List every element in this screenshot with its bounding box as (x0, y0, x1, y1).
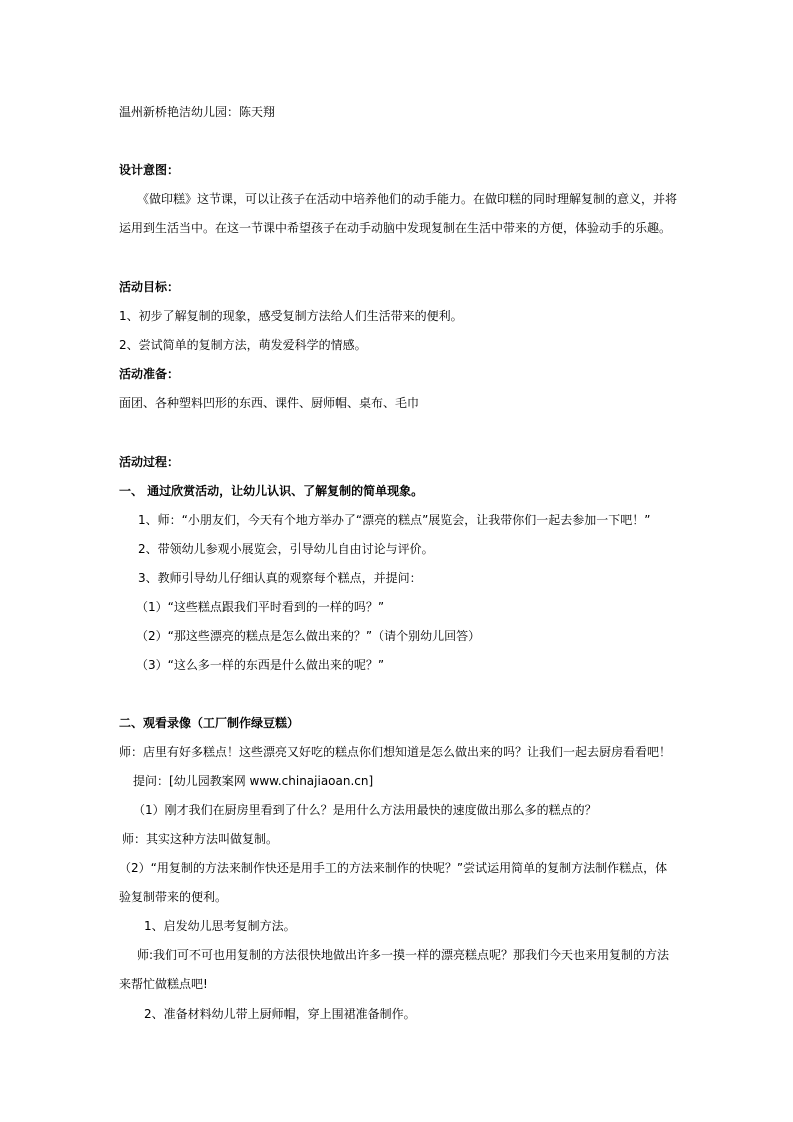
preparation-heading: 活动准备： (119, 367, 180, 381)
part1-question-2: （2）“那这些漂亮的糕点是怎么做出来的？”（请个别幼儿回答） (136, 629, 481, 643)
design-intent-line-2: 运用到生活当中。在这一节课中希望孩子在动手动脑中发现复制在生活中带来的方便，体验动手的乐趣。 (119, 221, 672, 235)
part1-question-1: （1）“这些糕点跟我们平时看到的一样的吗？” (136, 600, 385, 614)
part2-teacher-answer: 师：其实这种方法叫做复制。 (122, 832, 279, 846)
part2-title: 二、观看录像（工厂制作绿豆糕） (119, 716, 300, 730)
goals-heading: 活动目标： (119, 280, 180, 294)
design-intent-heading: 设计意图： (119, 163, 180, 177)
part2-step-2: 2、准备材料幼儿带上厨师帽，穿上围裙准备制作。 (144, 1007, 416, 1021)
design-intent-line-1: 《做印糕》这节课，可以让孩子在活动中培养他们的动手能力。在做印糕的同时理解复制的意义，并将 (137, 192, 678, 206)
preparation-text: 面团、各种塑料凹形的东西、课件、厨师帽、桌布、毛巾 (119, 396, 420, 410)
part1-step-3: 3、教师引导幼儿仔细认真的观察每个糕点，并提问： (138, 571, 422, 585)
part2-step-1-text-line-1: 师:我们可不可也用复制的方法很快地做出许多一摸一样的漂亮糕点呢？那我们今天也来用复制的方法 (137, 948, 670, 962)
part2-ask-line (133, 773, 373, 789)
part2-step-1-text-line-2: 来帮忙做糕点吧! (119, 977, 208, 991)
goal-item-2: 2、尝试简单的复制方法，萌发爱科学的情感。 (119, 338, 367, 352)
author-line: 温州新桥艳洁幼儿园：陈天翔 (119, 105, 276, 119)
part2-question-2-line-1: （2）“用复制的方法来制作快还是用手工的方法来制作的快呢？”尝试运用简单的复制方法制作糕点，体 (119, 861, 668, 875)
part2-step-1: 1、启发幼儿思考复制方法。 (144, 919, 296, 933)
process-heading: 活动过程： (119, 455, 180, 469)
part1-title: 一、 通过欣赏活动，让幼儿认识、了解复制的简单现象。 (119, 484, 424, 498)
part2-teacher-line: 师：店里有好多糕点！这些漂亮又好吃的糕点你们想知道是怎么做出来的吗？让我们一起去厨房看看吧！ (119, 745, 672, 759)
goal-item-1: 1、初步了解复制的现象，感受复制方法给人们生活带来的便利。 (119, 309, 463, 323)
part2-question-1: （1）刚才我们在厨房里看到了什么？是用什么方法用最快的速度做出那么多的糕点的？ (133, 803, 597, 817)
part2-question-2-line-2: 验复制带来的便利。 (119, 890, 228, 904)
part1-question-3: （3）“这么多一样的东西是什么做出来的呢？” (136, 658, 385, 672)
ask-prefix: 提问： (133, 774, 170, 788)
part1-step-1: 1、师：“小朋友们，今天有个地方举办了“漂亮的糕点”展览会，让我带你们一起去参加一下吧！” (138, 513, 651, 527)
part1-step-2: 2、带领幼儿参观小展览会，引导幼儿自由讨论与评价。 (138, 542, 434, 556)
source-link[interactable]: [幼儿园教案网 www.chinajiaoan.cn] (169, 774, 374, 788)
